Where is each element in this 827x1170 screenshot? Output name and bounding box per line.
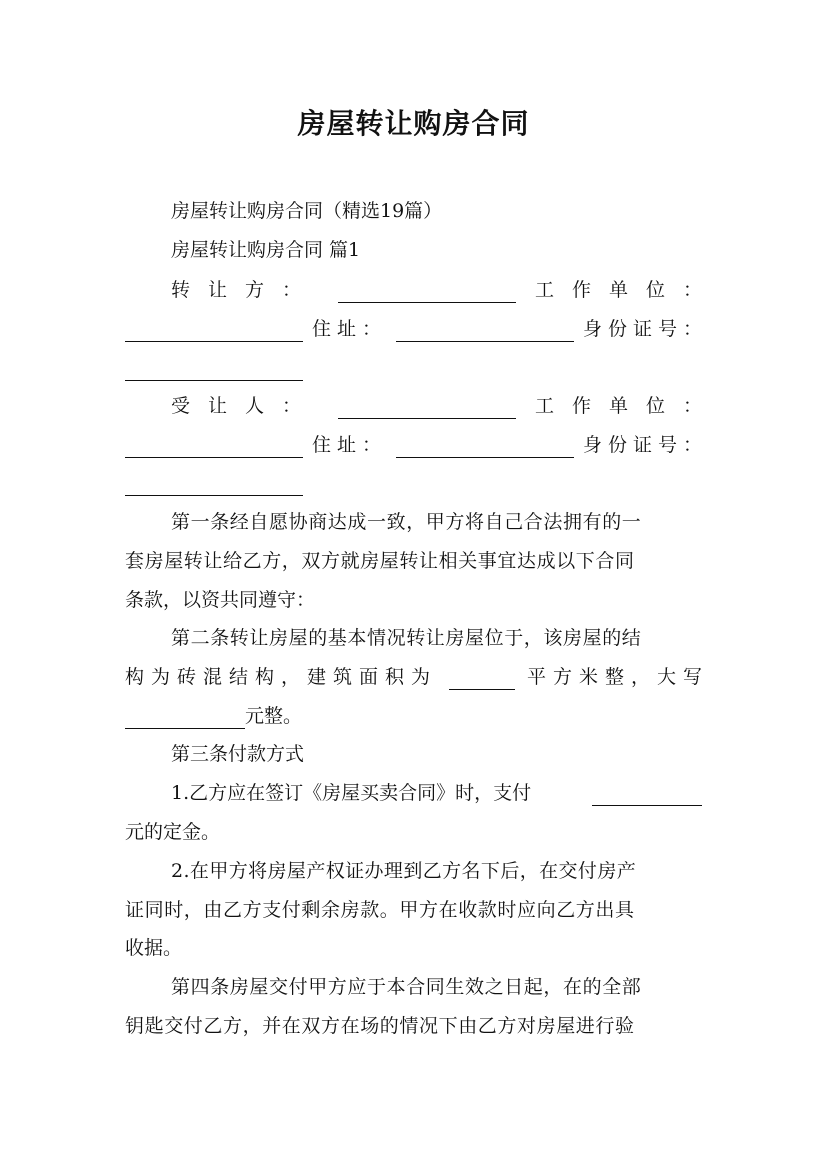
transferee-id-label: 身份证号： (582, 434, 708, 456)
transferee-address-label: 住址： (311, 434, 387, 456)
article2-line1: 第二条转让房屋的基本情况转让房屋位于，该房屋的结 (171, 627, 642, 649)
transferor-work-unit-label: 工作单位： (534, 279, 720, 301)
transferee-row-3 (125, 470, 702, 496)
transferee-name-blank (338, 396, 516, 419)
transferor-id-blank (125, 358, 303, 381)
subtitle: 房屋转让购房合同（精选19篇） (171, 200, 443, 222)
document-title: 房屋转让购房合同 (297, 107, 530, 140)
transferor-row-3 (125, 355, 702, 381)
section-heading: 房屋转让购房合同 篇1 (171, 239, 361, 261)
article3-item1-text: 1.乙方应在签订《房屋买卖合同》时，支付 (171, 782, 532, 804)
transferee-row-2 (125, 432, 708, 458)
article3-item1-end: 元的定金。 (125, 821, 221, 843)
transferor-work-unit-blank (125, 319, 303, 342)
transferee-id-blank (125, 473, 303, 496)
article3-heading: 第三条付款方式 (171, 743, 305, 765)
article2-capital-text: 平方米整，大写 (526, 666, 709, 688)
area-blank (449, 667, 515, 690)
transferee-row (171, 393, 720, 419)
article4-line1: 第四条房屋交付甲方应于本合同生效之日起，在的全部 (171, 976, 642, 998)
article2-yuan-text: 元整。 (245, 705, 303, 727)
transferor-row-2 (125, 316, 708, 342)
transferor-address-label: 住址： (311, 318, 387, 340)
transferee-work-unit-label: 工作单位： (534, 395, 720, 417)
article1-line2: 套房屋转让给乙方，双方就房屋转让相关事宜达成以下合同 (125, 550, 635, 572)
article3-item1 (171, 780, 702, 806)
transferor-name-blank (338, 280, 516, 303)
capital-amount-blank (125, 706, 245, 729)
transferor-id-label: 身份证号： (582, 318, 708, 340)
article2-line2 (125, 664, 709, 690)
article3-item2-line2: 证同时，由乙方支付剩余房款。甲方在收款时应向乙方出具 (125, 899, 635, 921)
transferee-work-unit-blank (125, 435, 303, 458)
transferee-address-blank (396, 435, 574, 458)
transferor-label: 转让方： (171, 279, 320, 301)
article1-line3: 条款，以资共同遵守： (125, 589, 316, 611)
article3-item2-line1: 2.在甲方将房屋产权证办理到乙方名下后，在交付房产 (171, 860, 637, 882)
transferor-address-blank (396, 319, 574, 342)
article1-line1: 第一条经自愿协商达成一致，甲方将自己合法拥有的一 (171, 511, 642, 533)
transferee-label: 受让人： (171, 395, 320, 417)
deposit-blank (592, 783, 702, 806)
article4-line2: 钥匙交付乙方，并在双方在场的情况下由乙方对房屋进行验 (125, 1015, 635, 1037)
article2-area-text: 构为砖混结构，建筑面积为 (125, 666, 438, 688)
article3-item2-line3: 收据。 (125, 937, 183, 959)
transferor-row (171, 277, 720, 303)
article2-line3 (125, 703, 702, 729)
